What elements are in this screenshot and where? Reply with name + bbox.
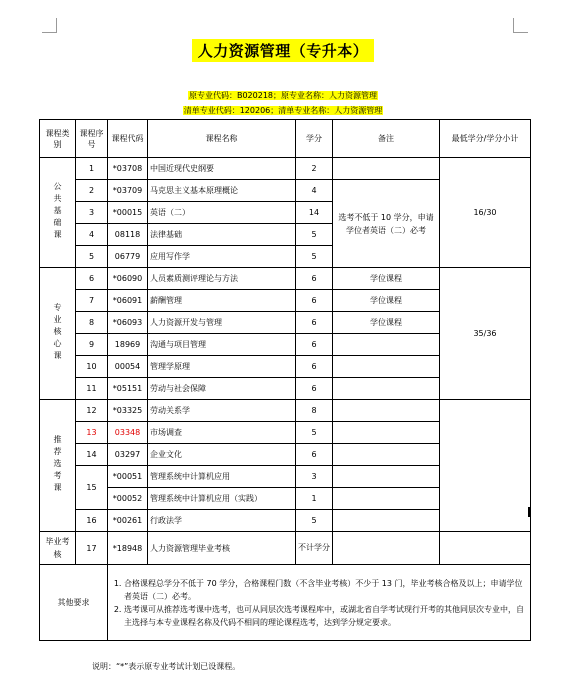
header-name: 课程名称 [148,120,296,158]
seq-cell: 3 [76,202,108,224]
header-category: 课程类别 [40,120,76,158]
cell-blank [333,400,440,422]
seq-cell: 2 [76,180,108,202]
cell-blank [333,532,440,565]
name-cell: 人力资源管理毕业考核 [148,532,296,565]
requirement-item: 2. 选考课可从推荐选考课中选考，也可从同层次选考课程库中，或湖北省自学考试现行开考的其他同层次专业中，自主选择与本专业课程名称及代码不相同的理论课程选考，达到学分规定要求。 [124,603,528,629]
code-cell: *00261 [108,510,148,532]
header-credits: 学分 [296,120,333,158]
name-cell: 薪酬管理 [148,290,296,312]
group-major-core: 专业核心课 [40,268,76,400]
table-row [40,158,531,180]
seq-cell: 14 [76,444,108,466]
credits-cell: 6 [296,356,333,378]
table-row [40,268,531,290]
header-min-credits: 最低学分/学分小计 [440,120,531,158]
crop-mark-left [42,18,57,33]
name-cell: 马克思主义基本原理概论 [148,180,296,202]
code-cell: 03297 [108,444,148,466]
code-cell: *05151 [108,378,148,400]
group-graduation: 毕业考核 [40,532,76,565]
cell-blank [333,356,440,378]
cell-blank [333,378,440,400]
seq-cell: 11 [76,378,108,400]
credits-cell: 5 [296,422,333,444]
credits-cell: 5 [296,224,333,246]
core-min-credits: 35/36 [440,268,531,400]
name-cell: 市场调查 [148,422,296,444]
footnote: 说明：“*”表示原专业考试计划已设课程。 [92,662,241,671]
cell-blank [333,422,440,444]
page-title: 人力资源管理（专升本） [192,39,375,62]
seq-cell: 8 [76,312,108,334]
table-row [40,532,531,565]
name-cell: 企业文化 [148,444,296,466]
cell-blank [333,158,440,180]
credits-cell: 6 [296,312,333,334]
seq-cell: 4 [76,224,108,246]
credits-cell: 6 [296,290,333,312]
cell-blank [333,444,440,466]
seq-cell: 12 [76,400,108,422]
header-seq: 课程序号 [76,120,108,158]
code-cell: 18969 [108,334,148,356]
credits-cell: 1 [296,488,333,510]
seq-cell: 5 [76,246,108,268]
name-cell: 法律基础 [148,224,296,246]
text-cursor-mark [528,507,530,517]
table-row [40,400,531,422]
cell-blank [440,532,531,565]
seq-cell: 1 [76,158,108,180]
group-public: 公共基础课 [40,158,76,268]
code-cell: *06090 [108,268,148,290]
code-cell: *00015 [108,202,148,224]
list-major-info: 清单专业代码：120206；清单专业名称：人力资源管理 [183,106,383,115]
code-cell: 00054 [108,356,148,378]
remark-cell: 学位课程 [333,312,440,334]
other-requirements-label: 其他要求 [40,565,108,641]
seq-cell: 15 [76,466,108,510]
name-cell: 行政法学 [148,510,296,532]
name-cell: 应用写作学 [148,246,296,268]
credits-cell: 6 [296,378,333,400]
cell-blank [333,334,440,356]
cell-blank [333,488,440,510]
group-recommended: 推荐选考课 [40,400,76,532]
code-cell: *00051 [108,466,148,488]
header-remark: 备注 [333,120,440,158]
code-cell: *03708 [108,158,148,180]
name-cell: 沟通与项目管理 [148,334,296,356]
code-cell: 03348 [108,422,148,444]
other-requirements-text [108,565,531,641]
public-remark: 选考不低于 10 学分，申请学位者英语（二）必考 [333,180,440,268]
code-cell: *06093 [108,312,148,334]
code-cell: *00052 [108,488,148,510]
cell-blank [333,466,440,488]
seq-cell: 7 [76,290,108,312]
credits-cell: 不计学分 [296,532,333,565]
credits-cell: 5 [296,246,333,268]
recommended-min-blank [440,400,531,532]
code-cell: *03325 [108,400,148,422]
credits-cell: 2 [296,158,333,180]
credits-cell: 14 [296,202,333,224]
name-cell: 人员素质测评理论与方法 [148,268,296,290]
requirement-item: 1. 合格课程总学分不低于 70 学分，合格课程门数（不含毕业考核）不少于 13 门，毕业考核合格及以上；申请学位者英语（二）必考。 [124,577,528,603]
original-major-info: 原专业代码：B020218；原专业名称：人力资源管理 [188,91,378,100]
name-cell: 管理系统中计算机应用 [148,466,296,488]
header-code: 课程代码 [108,120,148,158]
code-cell: 08118 [108,224,148,246]
name-cell: 管理学原理 [148,356,296,378]
table-header-row [40,120,531,158]
code-cell: *03709 [108,180,148,202]
code-cell: 06779 [108,246,148,268]
credits-cell: 4 [296,180,333,202]
seq-cell: 16 [76,510,108,532]
public-min-credits: 16/30 [440,158,531,268]
remark-cell: 学位课程 [333,290,440,312]
credits-cell: 8 [296,400,333,422]
code-cell: *18948 [108,532,148,565]
seq-cell: 10 [76,356,108,378]
credits-cell: 3 [296,466,333,488]
name-cell: 劳动与社会保障 [148,378,296,400]
other-requirements-row [40,565,531,641]
name-cell: 劳动关系学 [148,400,296,422]
credits-cell: 5 [296,510,333,532]
cell-blank [333,510,440,532]
seq-cell: 13 [76,422,108,444]
name-cell: 管理系统中计算机应用（实践） [148,488,296,510]
crop-mark-right [513,18,528,33]
code-cell: *06091 [108,290,148,312]
name-cell: 中国近现代史纲要 [148,158,296,180]
credits-cell: 6 [296,444,333,466]
seq-cell: 6 [76,268,108,290]
seq-cell: 17 [76,532,108,565]
course-table [39,119,531,641]
remark-cell: 学位课程 [333,268,440,290]
name-cell: 英语（二） [148,202,296,224]
seq-cell: 9 [76,334,108,356]
credits-cell: 6 [296,334,333,356]
credits-cell: 6 [296,268,333,290]
name-cell: 人力资源开发与管理 [148,312,296,334]
